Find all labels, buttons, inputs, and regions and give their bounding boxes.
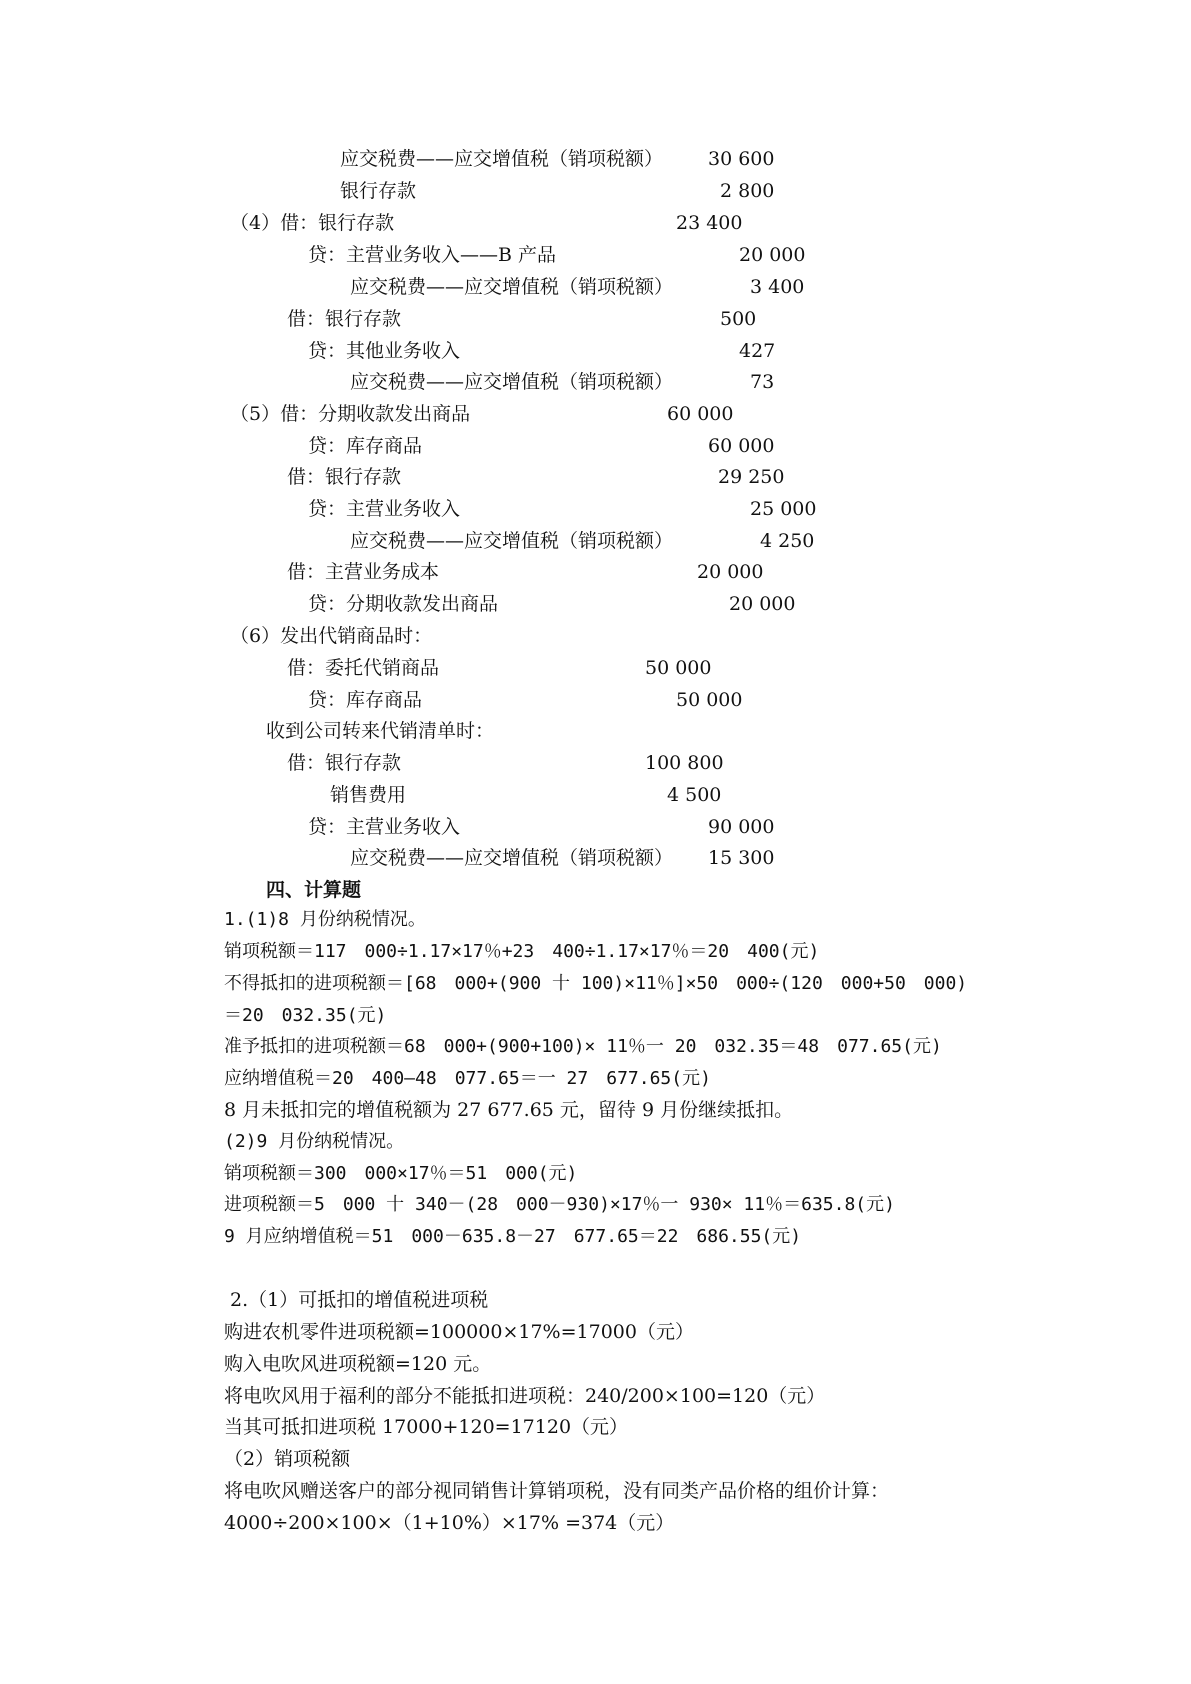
entry-text: （6）发出代销商品时：	[230, 625, 433, 647]
entry-amount: 50 000	[645, 657, 712, 679]
entry-text: 贷：库存商品	[308, 689, 423, 711]
entry-text: 贷：主营业务收入——B 产品	[308, 244, 557, 266]
entry-amount: 4 250	[760, 530, 815, 552]
entry-amount: 60 000	[708, 435, 775, 457]
entry-text: 银行存款	[340, 180, 417, 202]
entry-amount: 427	[739, 340, 776, 362]
calc-line: 当其可抵扣进项税 17000+120=17120（元）	[224, 1416, 629, 1438]
entry-text: 贷：主营业务收入	[308, 498, 461, 520]
entry-text: 销售费用	[330, 784, 407, 806]
entry-text: 收到公司转来代销清单时：	[266, 720, 495, 742]
entry-amount: 2 800	[720, 180, 775, 202]
calc-line: 销项税额＝300 000×17％＝51 000(元)	[224, 1163, 578, 1184]
entry-text: 应交税费——应交增值税（销项税额）	[350, 276, 674, 298]
entry-text: 借：银行存款	[287, 752, 402, 774]
calc-line: 将电吹风赠送客户的部分视同销售计算销项税，没有同类产品价格的组价计算：	[224, 1480, 890, 1502]
entry-text: （5）借：分期收款发出商品	[230, 403, 471, 425]
entry-text: 贷：库存商品	[308, 435, 423, 457]
entry-text: 贷：分期收款发出商品	[308, 593, 499, 615]
section-heading: 四、计算题	[266, 879, 362, 901]
entry-amount: 20 000	[697, 561, 764, 583]
entry-amount: 100 800	[645, 752, 724, 774]
entry-text: 应交税费——应交增值税（销项税额）	[350, 847, 674, 869]
entry-amount: 23 400	[676, 212, 743, 234]
calc-line: 应纳增值税＝20 400—48 077.65＝一 27 677.65(元)	[224, 1068, 711, 1089]
entry-text: 应交税费——应交增值税（销项税额）	[350, 530, 674, 552]
calc-line: (2)9 月份纳税情况。	[224, 1131, 405, 1152]
calc-line: 8 月未抵扣完的增值税额为 27 677.65 元，留待 9 月份继续抵扣。	[224, 1099, 794, 1121]
entry-amount: 90 000	[708, 816, 775, 838]
entry-text: 贷：其他业务收入	[308, 340, 461, 362]
entry-text: 应交税费——应交增值税（销项税额）	[350, 371, 674, 393]
calc-line: 购进农机零件进项税额=100000×17%=17000（元）	[224, 1321, 694, 1343]
entry-amount: 20 000	[739, 244, 806, 266]
entry-text: （4）借：银行存款	[230, 212, 395, 234]
calc-line: 销项税额＝117 000÷1.17×17％+23 400÷1.17×17％＝20 400(元)	[224, 941, 820, 962]
entry-amount: 3 400	[750, 276, 805, 298]
entry-amount: 500	[720, 308, 757, 330]
entry-text: 借：主营业务成本	[287, 561, 440, 583]
calc-line: （2）销项税额	[224, 1448, 351, 1470]
calc-line: 2.（1）可抵扣的增值税进项税	[224, 1289, 489, 1311]
calc-line: 4000÷200×100×（1+10%）×17% =374（元）	[224, 1512, 675, 1534]
entry-text: 借：银行存款	[287, 308, 402, 330]
calc-line: ＝20 032.35(元)	[224, 1005, 387, 1026]
calc-line: 将电吹风用于福利的部分不能抵扣进项税：240/200×100=120（元）	[224, 1385, 826, 1407]
calc-line: 不得抵扣的进项税额＝[68 000+(900 十 100)×11％]×50 000÷(120 000+50 000)	[224, 973, 968, 994]
entry-amount: 20 000	[729, 593, 796, 615]
entry-amount: 30 600	[708, 148, 775, 170]
entry-amount: 15 300	[708, 847, 775, 869]
entry-text: 借：银行存款	[287, 466, 402, 488]
entry-text: 贷：主营业务收入	[308, 816, 461, 838]
entry-amount: 29 250	[718, 466, 785, 488]
entry-amount: 4 500	[667, 784, 722, 806]
entry-amount: 25 000	[750, 498, 817, 520]
entry-amount: 73	[750, 371, 775, 393]
entry-amount: 60 000	[667, 403, 734, 425]
calc-line: 9 月应纳增值税＝51 000－635.8－27 677.65＝22 686.55(元)	[224, 1226, 802, 1247]
calc-line: 准予抵扣的进项税额＝68 000+(900+100)× 11％一 20 032.35＝48 077.65(元)	[224, 1036, 942, 1057]
entry-text: 借：委托代销商品	[287, 657, 440, 679]
calc-line: 进项税额＝5 000 十 340－(28 000－930)×17％一 930× 11％＝635.8(元)	[224, 1194, 895, 1215]
entry-text: 应交税费——应交增值税（销项税额）	[340, 148, 664, 170]
entry-amount: 50 000	[676, 689, 743, 711]
calc-line: 1.(1)8 月份纳税情况。	[224, 909, 426, 930]
calc-line: 购入电吹风进项税额=120 元。	[224, 1353, 492, 1375]
